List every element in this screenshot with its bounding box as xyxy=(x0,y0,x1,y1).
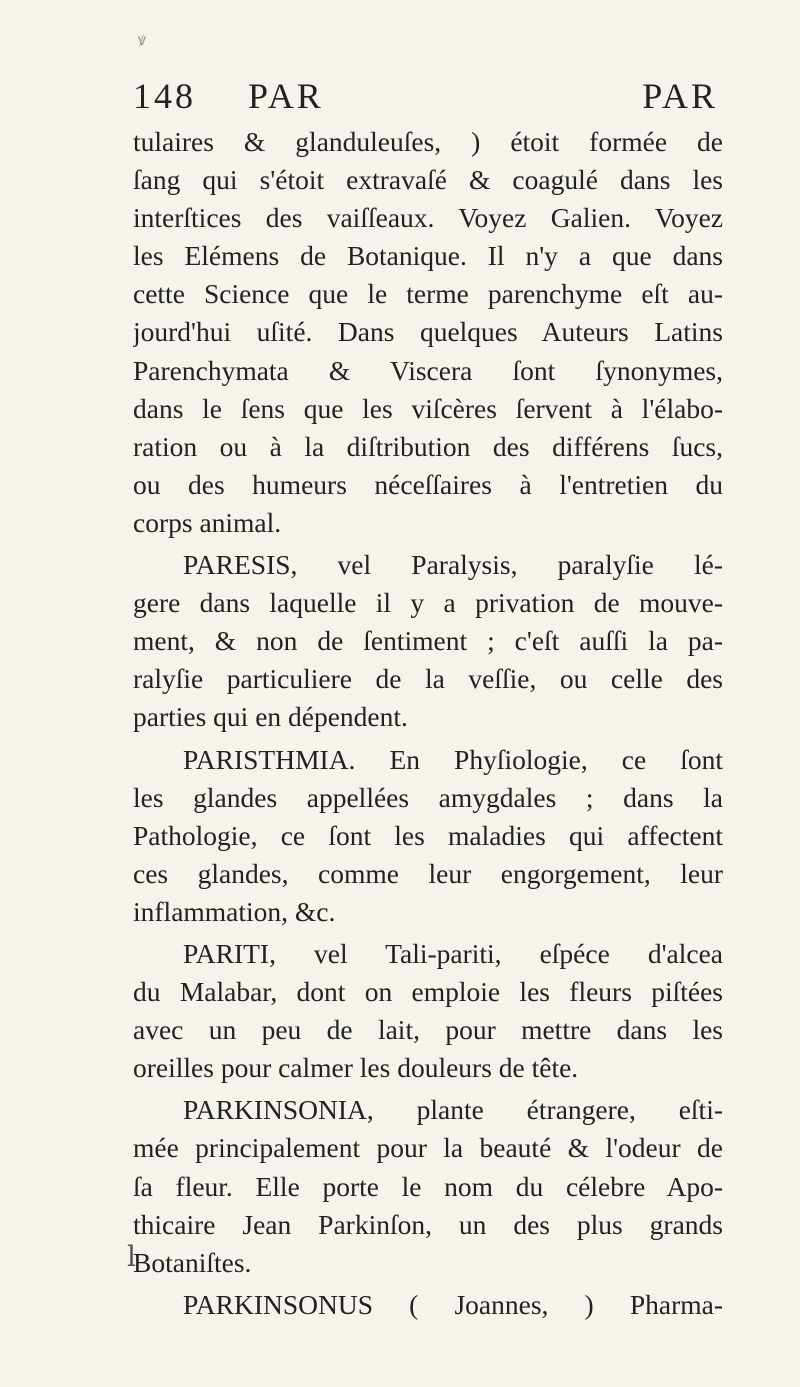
text-line: interſtices des vaiſſeaux. Voyez Galien. Voyez xyxy=(133,202,723,234)
page-corner-mark: ꝟ xyxy=(138,32,147,49)
text-line: Parenchymata & Viscera ſont ſynonymes, xyxy=(133,354,723,386)
text-line: corps animal. xyxy=(133,506,282,538)
text-line: ſang qui s'étoit extravaſé & coagulé dans les xyxy=(133,164,723,196)
text-line: PARISTHMIA. En Phyſiologie, ce ſont xyxy=(183,743,723,775)
header-left-word: PAR xyxy=(248,76,324,116)
text-line: Botaniſtes. xyxy=(133,1246,252,1278)
text-line: inflammation, &c. xyxy=(133,895,336,927)
page-number: 148 xyxy=(133,76,196,116)
text-line: cette Science que le terme parenchyme eſt au- xyxy=(133,278,723,310)
text-line: ces glandes, comme leur engorgement, leur xyxy=(133,857,723,889)
text-line: thicaire Jean Parkinſon, un des plus grands xyxy=(133,1208,723,1240)
text-line: oreilles pour calmer les douleurs de tête. xyxy=(133,1052,579,1084)
text-line: PARKINSONUS ( Joannes, ) Pharma- xyxy=(183,1288,723,1320)
text-line: les Elémens de Botanique. Il n'y a que dans xyxy=(133,240,723,272)
text-line: PARESIS, vel Paralysis, paralyſie lé- xyxy=(183,549,723,581)
text-line: parties qui en dépendent. xyxy=(133,701,408,733)
text-line: ment, & non de ſentiment ; c'eſt auſſi la pa- xyxy=(133,625,723,657)
text-line: ration ou à la diſtribution des différens ſucs, xyxy=(133,430,723,462)
text-line: dans le ſens que les viſcères ſervent à l'élabo- xyxy=(133,392,723,424)
text-line: ralyſie particuliere de la veſſie, ou celle des xyxy=(133,663,723,695)
text-line: mée principalement pour la beauté & l'odeur de xyxy=(133,1132,723,1164)
text-line: ou des humeurs néceſſaires à l'entretien du xyxy=(133,468,723,500)
text-line: les glandes appellées amygdales ; dans la xyxy=(133,781,723,813)
text-line: du Malabar, dont on emploie les fleurs piſtées xyxy=(133,976,723,1008)
text-line: PARKINSONIA, plante étrangere, eſti- xyxy=(183,1094,723,1126)
margin-mark: ⅼ xyxy=(127,1242,136,1273)
text-line: PARITI, vel Tali-pariti, eſpéce d'alcea xyxy=(183,937,723,969)
text-line: ſa fleur. Elle porte le nom du célebre Apo- xyxy=(133,1170,723,1202)
dictionary-text xyxy=(133,123,723,1324)
text-line: Pathologie, ce ſont les maladies qui affectent xyxy=(133,819,723,851)
header-right-word: PAR xyxy=(642,76,718,116)
text-line: gere dans laquelle il y a privation de mouve- xyxy=(133,587,723,619)
text-line: tulaires & glanduleuſes, ) étoit formée de xyxy=(133,126,723,157)
text-line: jourd'hui uſité. Dans quelques Auteurs Latins xyxy=(133,316,723,348)
text-line: avec un peu de lait, pour mettre dans les xyxy=(133,1014,723,1046)
running-header xyxy=(133,70,718,122)
